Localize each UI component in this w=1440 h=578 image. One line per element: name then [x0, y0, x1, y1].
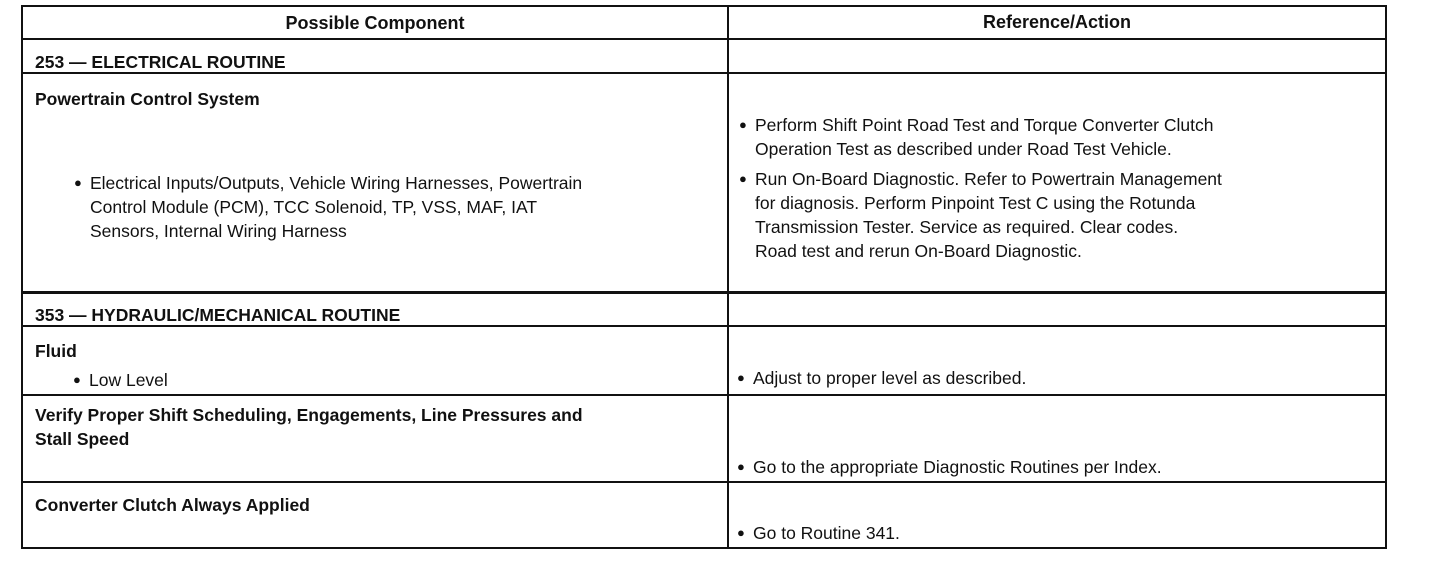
shift-action-label: Go to the appropriate Diagnostic Routines per Index.: [753, 457, 1162, 477]
fluid-item-label: Low Level: [89, 370, 168, 390]
bullet-icon: ●: [737, 459, 745, 474]
bullet-icon: ●: [737, 370, 745, 385]
row-divider: [23, 394, 1385, 396]
action-line: Road test and rerun On-Board Diagnostic.: [755, 241, 1082, 261]
powertrain-action-road-test: [739, 113, 1213, 161]
bullet-icon: ●: [739, 171, 747, 186]
action-line: Run On-Board Diagnostic. Refer to Powertrain Management: [755, 169, 1222, 189]
column-divider: [727, 7, 729, 547]
row-divider: [23, 481, 1385, 483]
powertrain-title: Powertrain Control System: [35, 89, 260, 109]
bullet-icon: ●: [739, 117, 747, 132]
powertrain-action-diagnostic: [739, 167, 1222, 263]
fluid-low-level-item: [73, 368, 168, 392]
shift-title-line: Stall Speed: [35, 429, 130, 449]
fluid-title: Fluid: [35, 341, 77, 361]
component-line: Control Module (PCM), TCC Solenoid, TP, VSS, MAF, IAT: [90, 197, 538, 217]
action-line: Perform Shift Point Road Test and Torque Converter Clutch: [755, 115, 1214, 135]
action-line: Transmission Tester. Service as required. Clear codes.: [755, 217, 1179, 237]
header-reference-action: Reference/Action: [982, 12, 1132, 32]
powertrain-component-item: [74, 171, 582, 243]
header-divider: [23, 38, 1385, 40]
converter-action: [737, 521, 900, 545]
row-divider: [23, 291, 1385, 294]
converter-action-label: Go to Routine 341.: [753, 523, 900, 543]
bullet-icon: ●: [73, 372, 81, 387]
fluid-action: [737, 366, 1026, 390]
shift-action: [737, 455, 1162, 479]
converter-title: Converter Clutch Always Applied: [35, 495, 310, 515]
fluid-action-label: Adjust to proper level as described.: [753, 368, 1027, 388]
component-line: Electrical Inputs/Outputs, Vehicle Wiring Harnesses, Powertrain: [90, 173, 583, 193]
hydraulic-routine-title: 353 — HYDRAULIC/MECHANICAL ROUTINE: [35, 305, 401, 325]
shift-title-line: Verify Proper Shift Scheduling, Engagements, Line Pressures and: [35, 405, 583, 425]
diagnostic-table: [21, 5, 1387, 549]
electrical-routine-title: 253 — ELECTRICAL ROUTINE: [35, 52, 286, 72]
shift-title: [35, 403, 583, 451]
component-line: Sensors, Internal Wiring Harness: [90, 221, 347, 241]
bullet-icon: ●: [737, 525, 745, 540]
bullet-icon: ●: [74, 175, 82, 190]
action-line: for diagnosis. Perform Pinpoint Test C using the Rotunda: [755, 193, 1196, 213]
action-line: Operation Test as described under Road Test Vehicle.: [755, 139, 1172, 159]
header-possible-component: Possible Component: [285, 13, 465, 33]
